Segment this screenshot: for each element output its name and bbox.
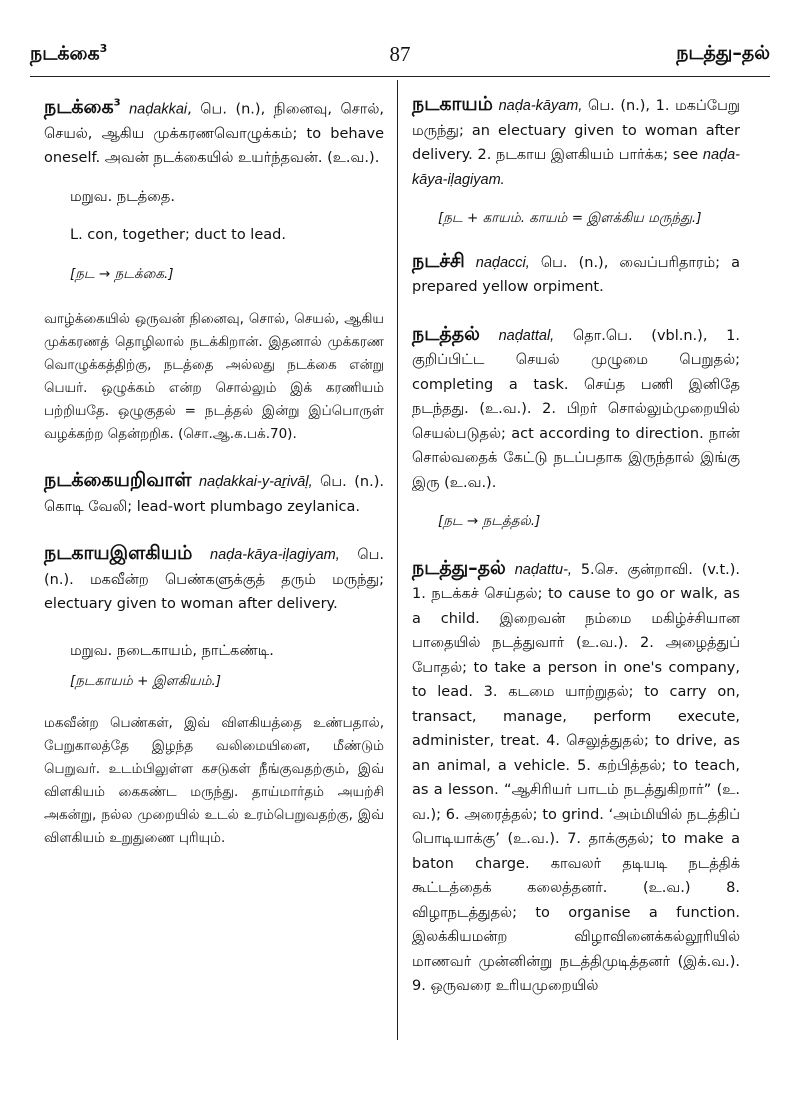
entry-definition bbox=[412, 249, 740, 300]
explanatory-note: வாழ்க்கையில் ஒருவன் நினைவு, சொல், செயல், ஆகிய முக்கரணத் தொழிலால் நடக்கிறான். இதனால் முக்கரண வொழுக்கத்திற்கு, நடத்தை அல்லது நடக்கை என்று பெயர். ஒழுக்கம் என்ற சொல்லும் இக் கரணியம் பற்றியதே. ஒழுகுதல் = நடத்தல் இன்று இப்பொருள் வழக்கற்ற தென்றறிக. (சொ.ஆ.க.பக்.70). bbox=[44, 311, 384, 443]
header-right-word: நடத்து–தல் bbox=[676, 42, 770, 64]
column-divider bbox=[397, 80, 398, 1040]
etymology: [நட + காயம். காயம் = இளக்கிய மருந்து.] bbox=[438, 210, 702, 226]
entry-nadacci bbox=[412, 249, 740, 300]
page-number: 87 bbox=[389, 42, 411, 66]
headword: நடத்தல் bbox=[412, 322, 480, 345]
definition-text: பெ. (n.). கொடி வேலி; lead-wort plumbago zeylanica. bbox=[44, 474, 384, 515]
entry-nadattal bbox=[412, 322, 740, 534]
definition-text: பெ. (n.), 1. மகப்பேறு மருந்து; an electuary given to woman after delivery. 2. நடகாய இளகியம் பார்க்க; see bbox=[412, 98, 741, 163]
entry-nadakaya-ilagiyam bbox=[44, 541, 384, 850]
right-column bbox=[412, 92, 740, 999]
entry-definition bbox=[44, 541, 384, 617]
transliteration: naḍakkai bbox=[129, 101, 188, 118]
etymology: [நட → நடத்தல்.] bbox=[438, 513, 541, 529]
synonym-line: மறுவ. நடைகாயம், நாட்கண்டி. bbox=[70, 642, 274, 659]
entry-nadakayam bbox=[412, 92, 740, 231]
transliteration: naḍa-kāya-iḷagiyam, bbox=[210, 547, 340, 564]
transliteration: naḍattal, bbox=[498, 327, 555, 344]
headword: நடக்கை$^3$ bbox=[44, 96, 121, 119]
headword: நடத்து–தல் bbox=[412, 556, 506, 579]
etymology: [நடகாயம் + இளகியம்.] bbox=[70, 673, 222, 690]
header-rule bbox=[30, 76, 770, 77]
entry-definition bbox=[412, 322, 740, 496]
definition-text: , பெ. (n.), நினைவு, சொல், செயல், ஆகிய முக்கரணவொழுக்கம்; to behave oneself. அவன் நடக்கையில் உயர்ந்தவன். (உ.வ.). bbox=[44, 101, 385, 167]
headword: நடகாயஇளகியம் bbox=[44, 542, 193, 565]
entry-definition bbox=[412, 92, 740, 192]
headword: நடகாயம் bbox=[412, 93, 493, 115]
entry-nadakkai bbox=[44, 92, 384, 446]
latin-etymology: L. con, together; duct to lead. bbox=[70, 227, 286, 244]
transliteration: naḍattu-, bbox=[514, 561, 572, 578]
entry-nadakkaiyarival bbox=[44, 468, 384, 519]
entry-definition bbox=[44, 92, 384, 171]
transliteration: naḍacci, bbox=[475, 254, 530, 271]
headword: நடக்கையறிவாள் bbox=[44, 469, 192, 492]
explanatory-note: மகவீன்ற பெண்கள், இவ் விளகியத்தை உண்பதால், பேறுகாலத்தே இழந்த வலிமையினை, மீண்டும் பெறுவர். உடம்பிலுள்ள கசடுகள் நீங்குவதற்கும், இவ் விளகியம் கைகண்ட மருந்து. தாய்மார்தம் அயற்சி அகன்று, நல்ல முறையில் உடல் உரம்பெறுவதற்கு, இவ் விளகியம் உறுதுணை புரியும். bbox=[44, 714, 384, 846]
etymology: [நட → நடக்கை.] bbox=[70, 265, 174, 282]
left-column bbox=[44, 92, 384, 850]
definition-text: 5.செ. குன்றாவி. (v.t.). 1. நடக்கச் செய்தல்; to cause to go or walk, as a child. இறைவன் நம்மை மகிழ்ச்சியான பாதையில் நடத்துவார் (உ.வ.). 2. அழைத்துப் போதல்; to take a person in one's company, to lead. 3. கடமை யாற்றுதல்; to carry on, transact, manage, perform execute, administer, treat. 4. செலுத்துதல்; to drive, as an animal, a vehicle. 5. கற்பித்தல்; to teach, as a lesson. “ஆசிரியர் பாடம் நடத்துகிறார்” (உ. வ.); 6. அரைத்தல்; to grind. ‘அம்மியில் நடத்திப் பொடியாக்கு’ (உ.வ.). 7. தாக்குதல்; to make a baton charge. காவலர் தடியடி நடத்திக் கூட்டத்தைக் கலைத்தனர். (உ.வ.) 8. விழாநடத்துதல்; to organise a function. இலக்கியமன்ற விழாவினைக்கல்லூரியில் மாணவர் முன்னின்று நடத்திமுடித்தனர் (இக்.வ.). 9. ஒருவரை உரியமுறையில் bbox=[412, 561, 741, 994]
headword: நடச்சி bbox=[412, 249, 465, 272]
synonym-line: மறுவ. நடத்தை. bbox=[70, 188, 175, 205]
entry-definition bbox=[44, 468, 384, 519]
transliteration: naḍa-kāyam, bbox=[498, 98, 583, 114]
transliteration: naḍakkai-y-aṟivāḷ, bbox=[198, 474, 313, 491]
cross-reference: naḍa-kāya-iḷagiyam. bbox=[412, 147, 740, 188]
definition-text: பெ. (n.), வைப்பரிதாரம்; a prepared yellow orpiment. bbox=[412, 254, 740, 295]
entry-definition bbox=[412, 556, 740, 999]
header-left-word: நடக்கை$^3$ bbox=[30, 42, 108, 65]
entry-nadattu-tal bbox=[412, 556, 740, 999]
definition-text: பெ. (n.). மகவீன்ற பெண்களுக்குத் தரும் மருந்து; electuary given to woman after delivery. bbox=[44, 547, 385, 613]
definition-text: தொ.பெ. (vbl.n.), 1. குறிப்பிட்ட செயல் முழுமை பெறுதல்; completing a task. செய்த பணி இனிதே நடந்தது. (உ.வ.). 2. பிறர் சொல்லும்முறையில் செயல்படுதல்; act according to direction. நான் சொல்வதைக் கேட்டு நடப்பதாக இருந்தால் இங்கு இரு (உ.வ.). bbox=[412, 327, 740, 491]
page-header bbox=[30, 38, 770, 72]
